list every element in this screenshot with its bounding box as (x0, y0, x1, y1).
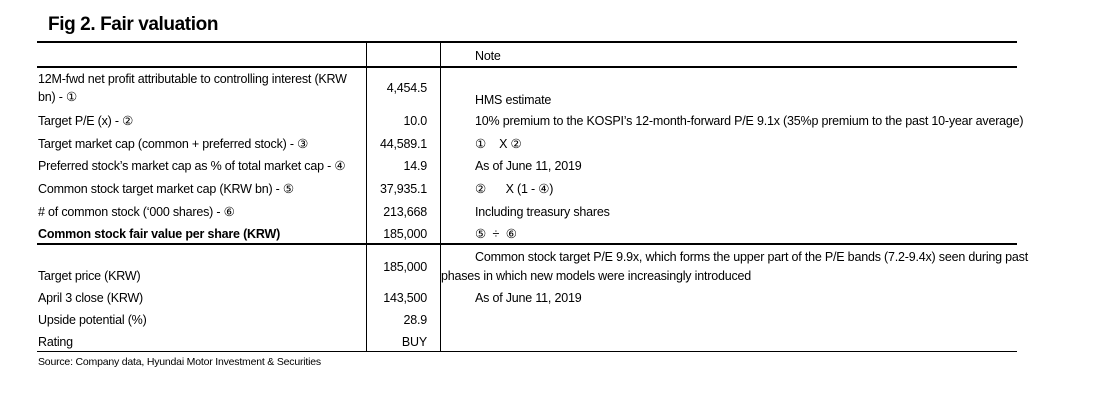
bottom-rule (37, 351, 1017, 352)
top-rule (37, 41, 1017, 43)
row-note: ① X ② (475, 137, 522, 151)
row-label: Target market cap (common + preferred stock) - ③ (38, 137, 309, 151)
row-note: Common stock target P/E 9.9x, which forms the upper part of the P/E bands (7.2-9.4x) seen during past (475, 250, 1029, 264)
row-note: As of June 11, 2019 (475, 159, 582, 173)
row-value: 10.0 (403, 114, 427, 128)
row-note: Including treasury shares (475, 205, 610, 219)
column-divider-1 (366, 43, 367, 351)
row-value: 143,500 (383, 291, 427, 305)
row-value: 4,454.5 (386, 81, 427, 95)
row-label: # of common stock (‘000 shares) - ⑥ (38, 205, 235, 219)
row-label: Upside potential (%) (38, 313, 147, 327)
header-rule (37, 66, 1017, 68)
row-label: Common stock target market cap (KRW bn) - ⑤ (38, 182, 294, 196)
row-value: 37,935.1 (379, 182, 427, 196)
row-label: April 3 close (KRW) (38, 291, 144, 305)
row-note: HMS estimate (475, 93, 552, 107)
row-value: 28.9 (403, 313, 427, 327)
row-label-cont: bn) - ① (38, 90, 77, 104)
row-note: As of June 11, 2019 (475, 291, 582, 305)
row-value: 185,000 (383, 260, 427, 274)
column-divider-2 (440, 43, 441, 351)
row-value: 44,589.1 (379, 137, 427, 151)
row-label: Preferred stock’s market cap as % of total market cap - ④ (38, 159, 346, 173)
row-label: Target price (KRW) (38, 269, 141, 283)
row-value: BUY (401, 335, 427, 349)
row-value: 14.9 (403, 159, 427, 173)
row-label: Rating (38, 335, 73, 349)
row-value: 213,668 (383, 205, 427, 219)
figure-title: Fig 2. Fair valuation (48, 14, 219, 35)
section-rule (37, 243, 1017, 245)
row-label: Common stock fair value per share (KRW) (38, 227, 281, 241)
row-label: Target P/E (x) - ② (38, 114, 134, 128)
row-note: ⑤ ÷ ⑥ (475, 227, 517, 241)
row-note: ② X (1 - ④) (475, 182, 554, 196)
note-header: Note (475, 49, 501, 63)
source-note: Source: Company data, Hyundai Motor Investment & Securities (38, 356, 321, 368)
row-note-cont: phases in which new models were increasingly introduced (441, 269, 752, 283)
row-label: 12M-fwd net profit attributable to controlling interest (KRW (38, 72, 347, 86)
row-value: 185,000 (383, 227, 427, 241)
row-note: 10% premium to the KOSPI’s 12-month-forward P/E 9.1x (35%p premium to the past 10-year average) (475, 114, 1024, 128)
